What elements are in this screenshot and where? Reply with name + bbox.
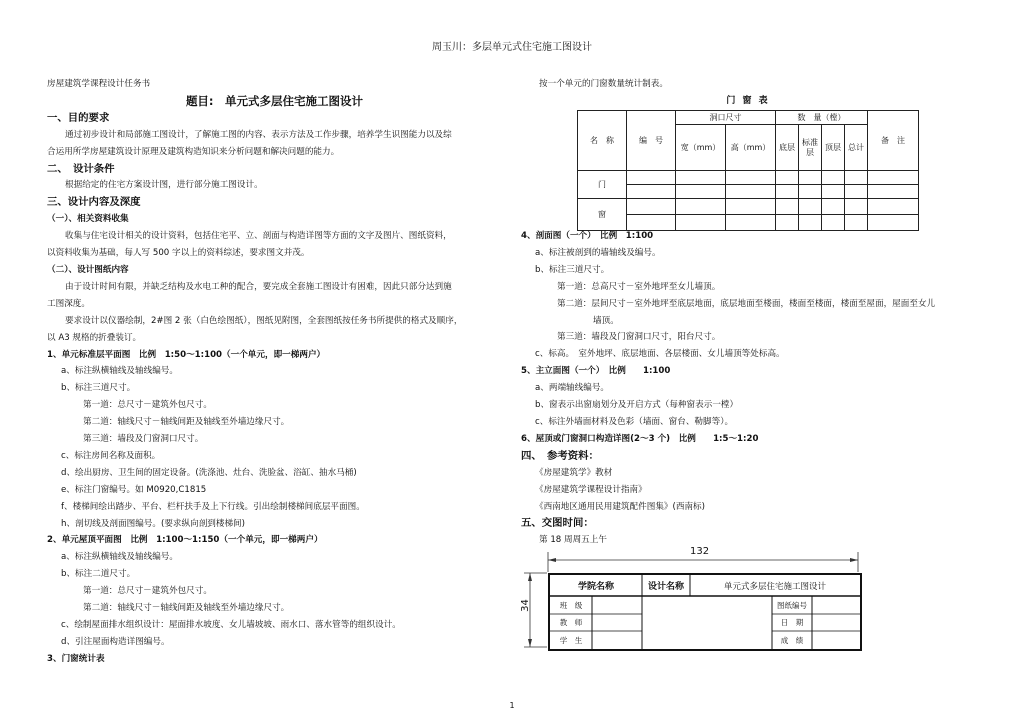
- right-column-lower: [521, 228, 941, 549]
- subsection-heading: （二）、设计图纸内容: [47, 264, 129, 275]
- page-header: 周玉川：多层单元式住宅施工图设计: [432, 42, 592, 53]
- table-header: 总计: [845, 125, 868, 171]
- item-heading: 5、主立面图（一个） 比例 1:100: [521, 366, 671, 377]
- paragraph: 按一个单元的门窗数量统计制表。: [539, 79, 668, 89]
- doc-title: 题目: 单元式多层住宅施工图设计: [185, 93, 364, 108]
- list-item: a、标注纵横轴线及轴线编号。: [61, 366, 178, 377]
- list-item: b、标注三道尺寸。: [61, 383, 136, 394]
- section-heading: 三、设计内容及深度: [47, 196, 141, 209]
- list-item: a、标注被剖到的墙轴线及编号。: [535, 247, 661, 258]
- doc-label: 房屋建筑学课程设计任务书: [47, 79, 151, 89]
- table-header: 宽（mm）: [676, 125, 726, 171]
- list-item: h、剖切线及剖面图编号。(要求纵向剖到楼梯间): [61, 518, 246, 529]
- list-item: e、标注门窗编号。如 M0920,C1815: [61, 484, 207, 495]
- paragraph: 工图深度。: [47, 298, 90, 309]
- list-item: b、窗表示出窗扇划分及开启方式（每种窗表示一樘）: [535, 400, 739, 411]
- item-heading: 4、剖面图（一个） 比例 1:100: [521, 231, 654, 241]
- list-item: a、标注纵横轴线及轴线编号。: [61, 552, 178, 563]
- reference-item: 《西南地区通用民用建筑配件图集》(西南标): [535, 501, 705, 512]
- door-window-table: [577, 110, 919, 231]
- dimension-height: 34: [519, 599, 531, 612]
- list-item: 第一道：总尺寸－建筑外包尺寸。: [83, 586, 212, 597]
- list-item: 第二道：轴线尺寸－轴线间距及轴线至外墙边缘尺寸。: [83, 417, 290, 428]
- list-item: d、绘出厨房、卫生间的固定设备。(洗涤池、灶台、洗脸盆、浴缸、抽水马桶): [61, 467, 357, 478]
- right-column: [521, 76, 941, 93]
- list-item: c、标高。 室外地坪、底层地面、各层楼面、女儿墙顶等处标高。: [535, 349, 785, 360]
- subsection-heading: （一）、相关资料收集: [47, 214, 129, 225]
- table-title: 门 窗 表: [726, 96, 770, 106]
- title-block: [548, 573, 862, 651]
- list-item: d、引注屋面构造详图编号。: [61, 636, 170, 647]
- table-header: 底层: [776, 125, 799, 171]
- table-header: 标准层: [799, 125, 822, 171]
- list-item: f、楼梯间绘出踏步、平台、栏杆扶手及上下行线。引出绘制楼梯间底层平面图。: [61, 501, 365, 512]
- table-header: 名 称: [578, 111, 627, 171]
- table-header: 备 注: [868, 111, 919, 171]
- list-item: c、绘制屋面排水组织设计：屋面排水坡度、女儿墙坡坡、雨水口、落水管等的组织设计。: [61, 620, 401, 630]
- table-header: 高（mm）: [726, 125, 776, 171]
- list-item: 第二道：层间尺寸－室外地坪至底层地面，底层地面至楼面，楼面至楼面，楼面至屋面，屋面至女儿: [557, 298, 936, 309]
- tb-student: 学 生: [559, 635, 583, 645]
- paragraph: 以资料收集为基础，每人写 500 字以上的资料综述，要求图文并茂。: [47, 248, 310, 259]
- tb-project: 单元式多层住宅施工图设计: [723, 581, 826, 592]
- table-row-label: 门: [578, 171, 627, 199]
- paragraph: 收集与住宅设计相关的设计资料，包括住宅平、立、剖面与构造详图等方面的文字及图片、图纸资料，: [65, 231, 452, 242]
- tb-drawing-no: 图纸编号: [777, 600, 807, 610]
- item-heading: 2、单元屋顶平面图 比例 1:100～1:150（一个单元，即一梯两户）: [47, 535, 323, 546]
- reference-item: 《房屋建筑学课程设计指南》: [535, 484, 647, 495]
- section-heading: 二、 设计条件: [47, 162, 115, 175]
- section-heading: 五、交图时间：: [521, 517, 594, 530]
- section-heading: 四、 参考资料：: [521, 449, 599, 462]
- paragraph: 以 A3 规格的折叠装订。: [47, 332, 142, 343]
- paragraph: 根据给定的住宅方案设计图，进行部分施工图设计。: [65, 180, 263, 191]
- dimension-width: 132: [690, 546, 710, 557]
- list-item: 第二道：轴线尺寸－轴线间距及轴线至外墙边缘尺寸。: [83, 603, 290, 614]
- due-date: 第 18 周周五上午: [539, 535, 607, 546]
- item-heading: 1、单元标准层平面图 比例 1:50～1:100（一个单元，即一梯两户）: [47, 349, 326, 360]
- table-row-label: 窗: [578, 199, 627, 231]
- tb-score: 成 绩: [780, 635, 804, 645]
- list-item: 第一道：总高尺寸－室外地坪至女儿墙顶。: [557, 281, 721, 292]
- tb-class: 班 级: [559, 600, 583, 610]
- list-item: 墙顶。: [593, 315, 619, 326]
- section-heading: 一、目的要求: [47, 111, 110, 124]
- left-column: [47, 76, 502, 668]
- table-header: 顶层: [822, 125, 845, 171]
- list-item: 第三道：墙段及门窗洞口尺寸。: [83, 434, 204, 445]
- list-item: c、标注外墙面材料及色彩（墙面、窗台、勒脚等）。: [535, 416, 734, 427]
- item-heading: 3、门窗统计表: [47, 653, 105, 664]
- paragraph: 合运用所学房屋建筑设计原理及建筑构造知识来分析问题和解决问题的能力。: [47, 146, 340, 157]
- paragraph: 通过初步设计和局部施工图设计，了解施工图的内容、表示方法及工作步骤，培养学生识图能力以及综: [65, 129, 452, 140]
- table-header: 洞口尺寸: [676, 111, 776, 125]
- tb-date: 日 期: [780, 618, 804, 627]
- page-number: 1: [509, 701, 515, 710]
- list-item: b、标注三道尺寸。: [535, 264, 610, 275]
- list-item: 第三道：墙段及门窗洞口尺寸，阳台尺寸。: [557, 332, 721, 343]
- table-header: 数 量（樘）: [776, 111, 868, 125]
- paragraph: 由于设计时间有限，并缺乏结构及水电工种的配合，要完成全套施工图设计有困难，因此只部分达到施: [65, 281, 452, 292]
- list-item: b、标注二道尺寸。: [61, 569, 136, 580]
- paragraph: 要求设计以仪器绘制，2#图 2 张（白色绘图纸），图纸见附图，全套图纸按任务书所提供的格式及顺序，: [65, 315, 463, 326]
- list-item: c、标注房间名称及面积。: [61, 450, 161, 461]
- tb-design-name: 设计名称: [647, 582, 684, 592]
- list-item: a、两端轴线编号。: [535, 383, 610, 394]
- tb-teacher: 教 师: [559, 618, 583, 627]
- reference-item: 《房屋建筑学》教材: [535, 467, 613, 478]
- item-heading: 6、屋顶或门窗洞口构造详图(2～3 个) 比例 1:5～1:20: [521, 433, 759, 444]
- table-header: 编 号: [627, 111, 676, 171]
- list-item: 第一道：总尺寸－建筑外包尺寸。: [83, 400, 212, 411]
- tb-school: 学院名称: [577, 582, 614, 592]
